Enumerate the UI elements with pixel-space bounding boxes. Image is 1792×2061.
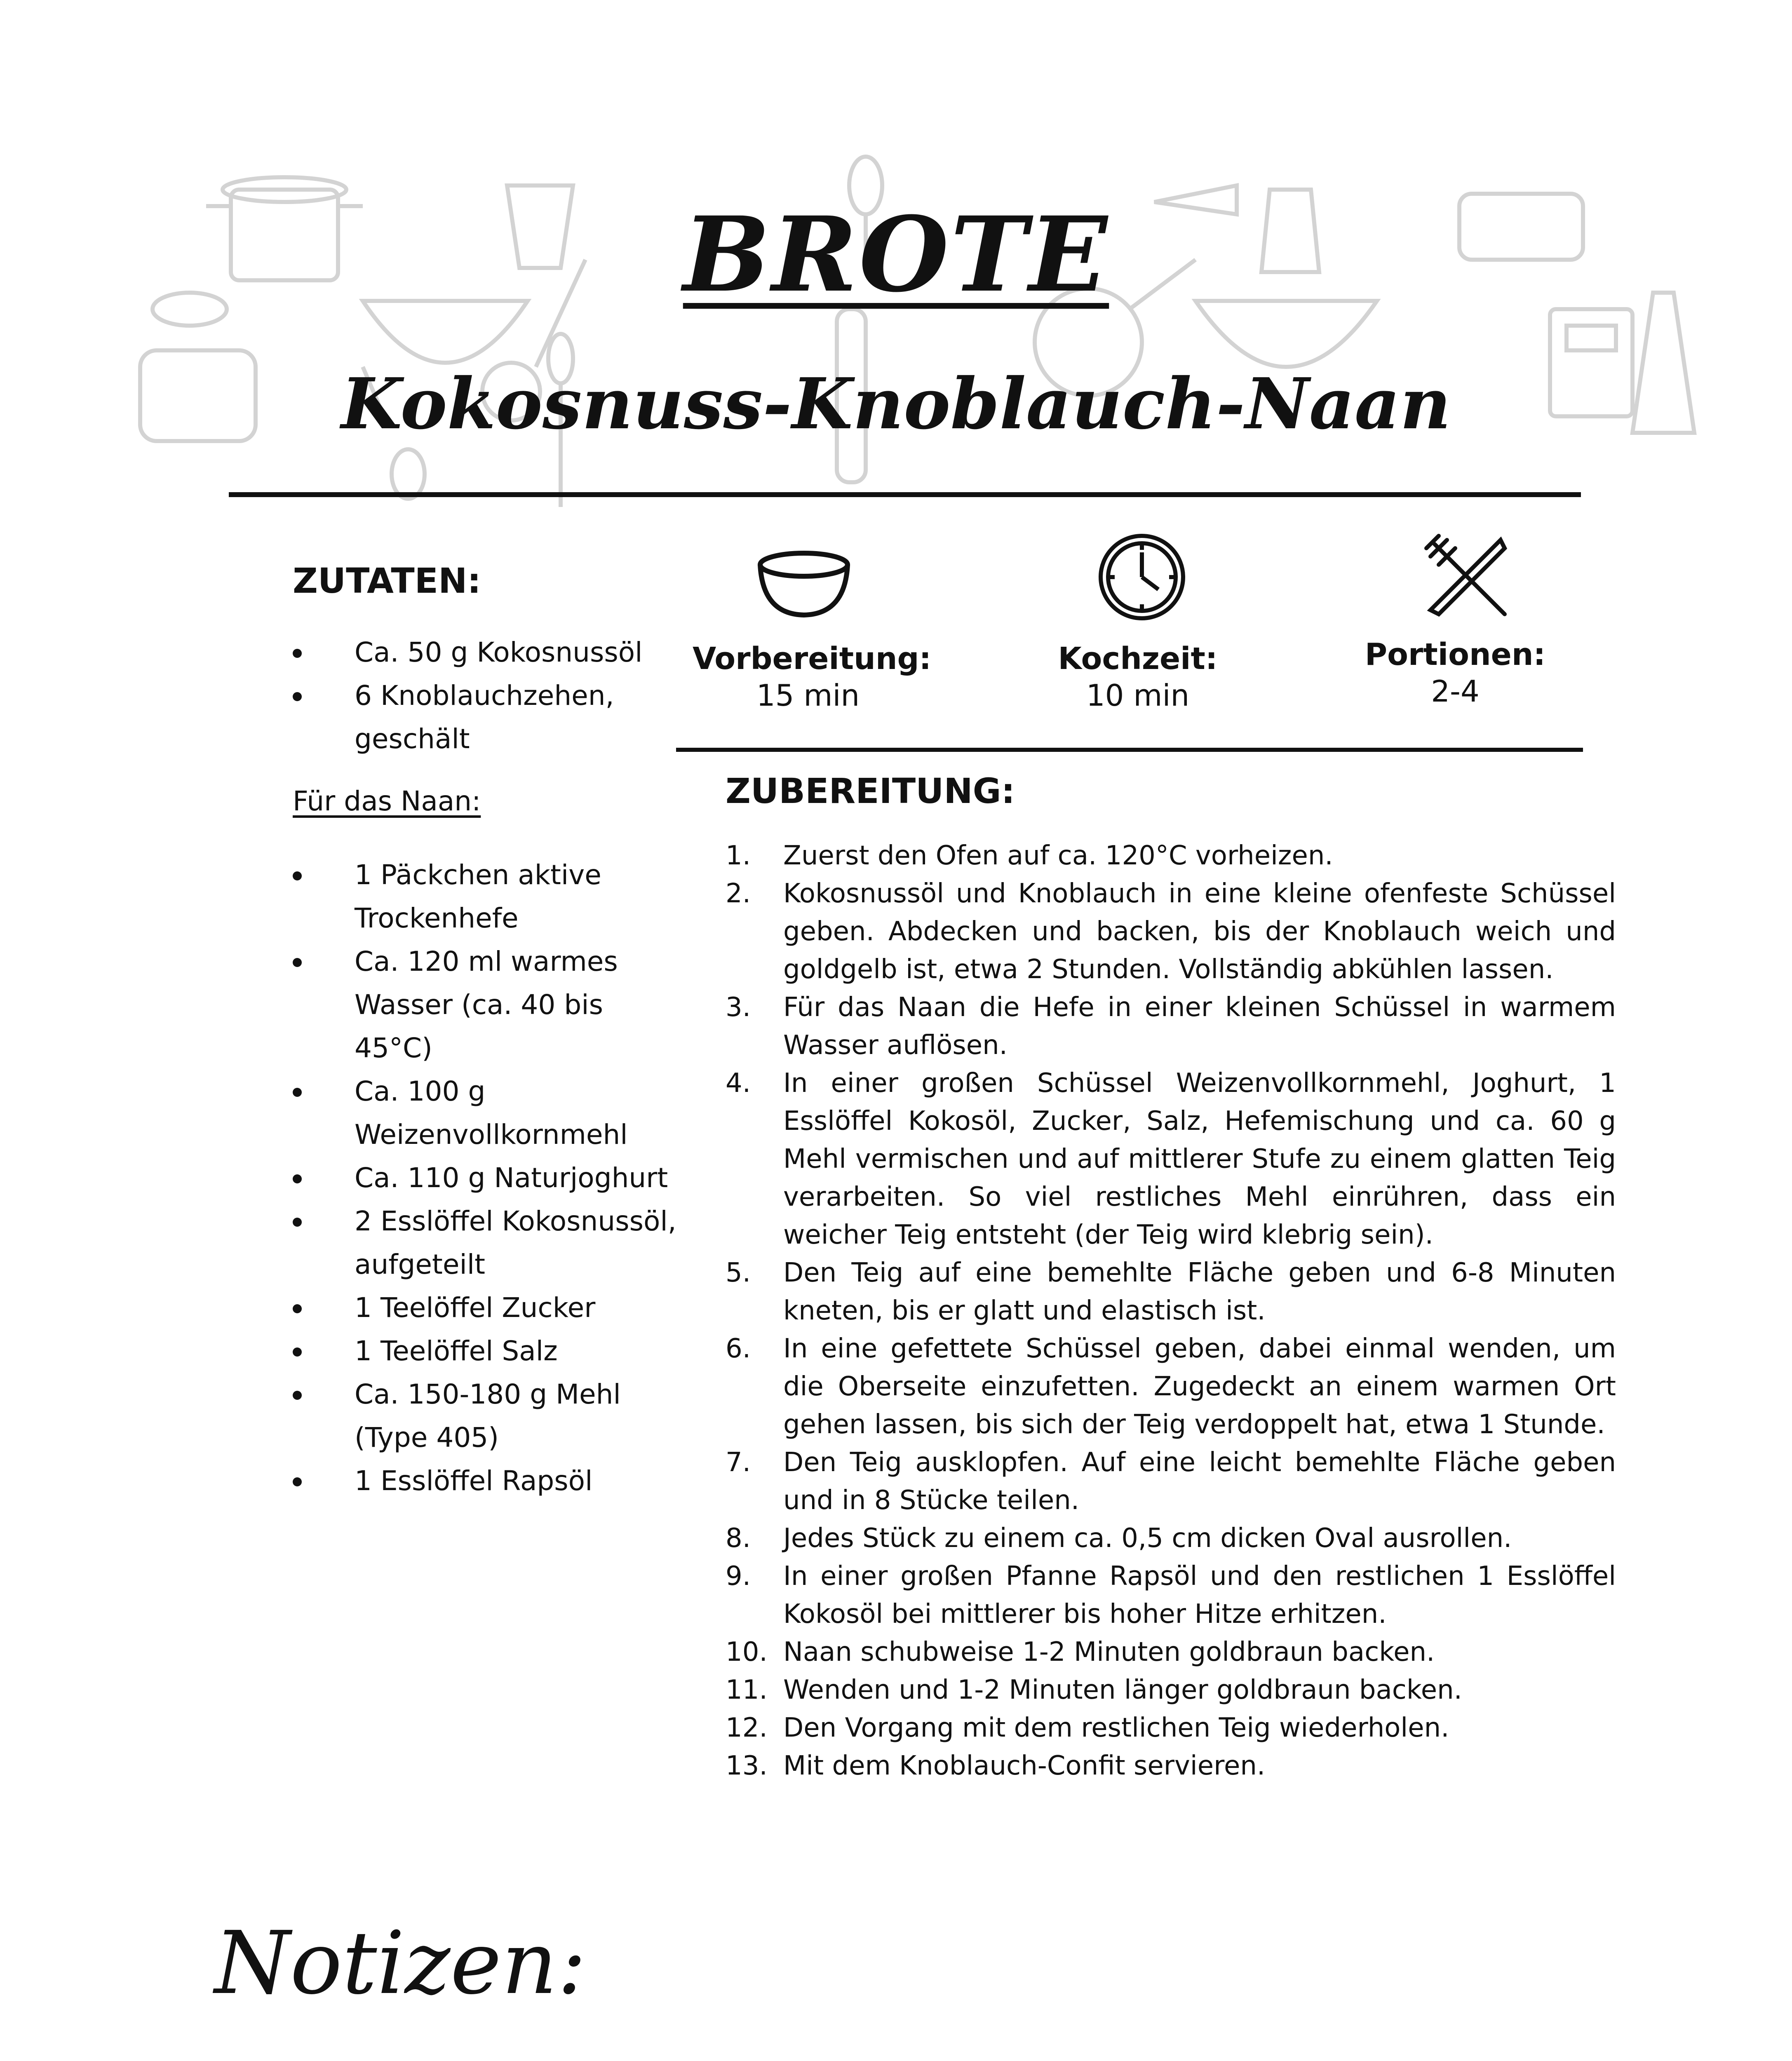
- category-heading: BROTE: [683, 194, 1109, 315]
- title-divider: [229, 492, 1581, 497]
- list-item: 1 Teelöffel Salz: [293, 1329, 680, 1373]
- ingredients-subheading: Für das Naan:: [293, 785, 481, 817]
- list-item: 5. Den Teig auf eine bemehlte Fläche geben und 6-8 Minuten kneten, bis er glatt und elastisch ist.: [726, 1258, 1616, 1326]
- preparation-steps: [726, 837, 1616, 1785]
- recipe-title: Kokosnuss-Knoblauch-Naan: [341, 363, 1451, 445]
- list-item: Ca. 120 ml warmes Wasser (ca. 40 bis 45°C): [293, 940, 680, 1070]
- clock-icon: [1097, 532, 1187, 622]
- list-item: 4. In einer großen Schüssel Weizenvollkornmehl, Joghurt, 1 Esslöffel Kokosöl, Zucker, Salz, Hefemischung und ca. 60 g Mehl vermischen und auf mittlerer Stufe zu einem glatten Teig verarbeiten. So viel restliches Mehl einrühren, dass ein weicher Teig entsteht (der Teig wird klebrig sein).: [726, 1068, 1616, 1250]
- prep-time-value: 15 min: [756, 678, 860, 713]
- list-item: 13. Mit dem Knoblauch-Confit servieren.: [726, 1751, 1266, 1781]
- list-item: 6. In eine gefettete Schüssel geben, dabei einmal wenden, um die Oberseite einzufetten. Zugedeckt an einem warmen Ort gehen lassen, bis sich der Teig verdoppelt hat, etwa 1 Stunde.: [726, 1333, 1616, 1440]
- list-item: 1 Teelöffel Zucker: [293, 1286, 680, 1329]
- list-item: 2 Esslöffel Kokosnussöl, aufgeteilt: [293, 1200, 680, 1286]
- list-item: Ca. 100 g Weizenvollkornmehl: [293, 1070, 680, 1156]
- cutlery-icon: [1422, 532, 1513, 622]
- servings: [1340, 637, 1571, 709]
- list-item: 1. Zuerst den Ofen auf ca. 120°C vorheizen.: [726, 840, 1333, 871]
- list-item: 6 Knoblauchzehen, geschält: [293, 674, 680, 761]
- preparation-heading: ZUBEREITUNG:: [726, 771, 1015, 811]
- prep-time: [693, 641, 932, 713]
- servings-label: Portionen:: [1365, 637, 1546, 672]
- list-item: 12. Den Vorgang mit dem restlichen Teig wiederholen.: [726, 1713, 1449, 1743]
- list-item: 1 Päckchen aktive Trockenhefe: [293, 853, 680, 940]
- list-item: 1 Esslöffel Rapsöl: [293, 1459, 680, 1502]
- ingredients-list-naan: [293, 853, 680, 1502]
- list-item: 7. Den Teig ausklopfen. Auf eine leicht bemehlte Fläche geben und in 8 Stücke teilen.: [726, 1447, 1616, 1516]
- bowl-icon: [754, 544, 853, 622]
- list-item: 10. Naan schubweise 1-2 Minuten goldbraun backen.: [726, 1637, 1435, 1667]
- list-item: Ca. 150-180 g Mehl (Type 405): [293, 1373, 680, 1459]
- list-item: 8. Jedes Stück zu einem ca. 0,5 cm dicken Oval ausrollen.: [726, 1523, 1512, 1554]
- ingredients-list-base: [293, 631, 680, 761]
- cook-time-label: Kochzeit:: [1058, 641, 1218, 676]
- info-divider: [676, 748, 1583, 752]
- ingredients-heading: ZUTATEN:: [293, 561, 481, 601]
- list-item: Ca. 50 g Kokosnussöl: [293, 631, 680, 674]
- prep-time-label: Vorbereitung:: [693, 641, 932, 676]
- list-item: 11. Wenden und 1-2 Minuten länger goldbraun backen.: [726, 1675, 1462, 1705]
- list-item: Ca. 110 g Naturjoghurt: [293, 1156, 680, 1200]
- cook-time-value: 10 min: [1086, 678, 1190, 713]
- servings-value: 2-4: [1431, 674, 1480, 709]
- list-item: 3. Für das Naan die Hefe in einer kleinen Schüssel in warmem Wasser auflösen.: [726, 992, 1616, 1061]
- cook-time: [1022, 641, 1253, 713]
- notes-heading: Notizen:: [214, 1913, 587, 2014]
- list-item: 2. Kokosnussöl und Knoblauch in eine kleine ofenfeste Schüssel geben. Abdecken und backen, bis der Knoblauch weich und goldgelb ist, etwa 2 Stunden. Vollständig abkühlen lassen.: [726, 878, 1616, 985]
- list-item: 9. In einer großen Pfanne Rapsöl und den restlichen 1 Esslöffel Kokosöl bei mittlerer bis hoher Hitze erhitzen.: [726, 1561, 1616, 1629]
